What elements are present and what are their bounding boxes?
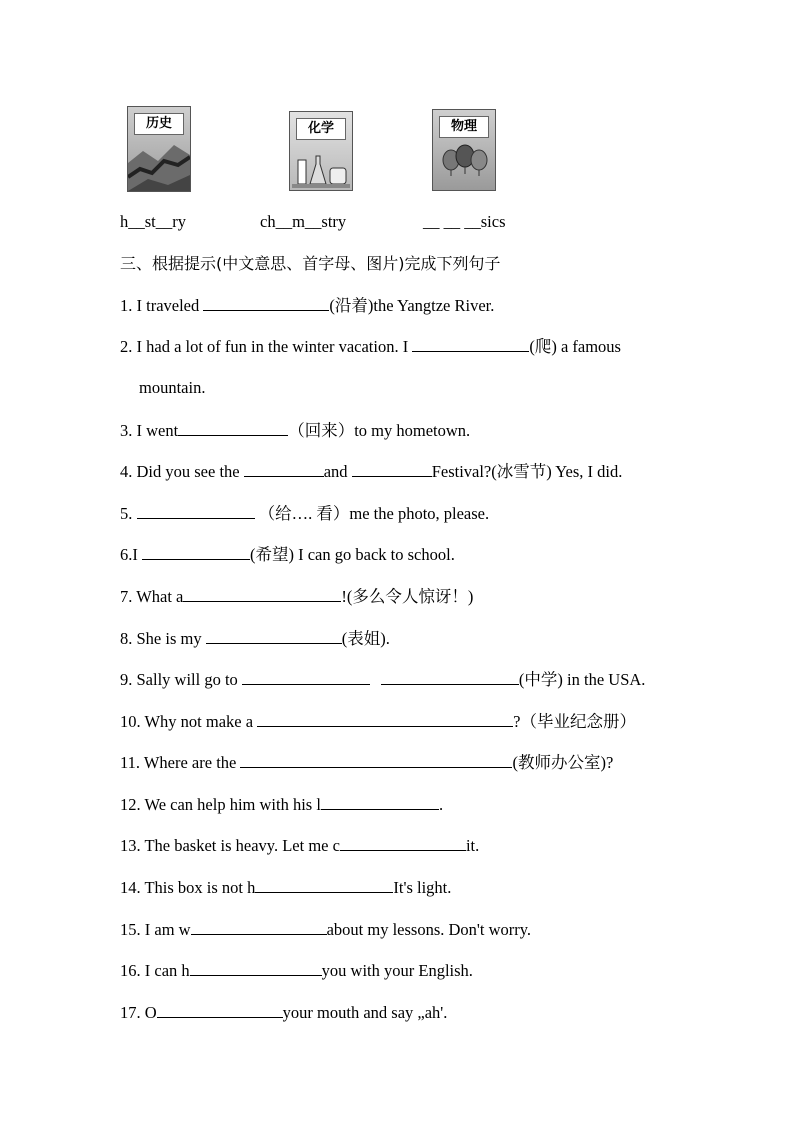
sentence-16: 16. I can h you with your English. xyxy=(120,961,473,980)
history-book-title: 历史 xyxy=(134,113,184,135)
answer-blank[interactable] xyxy=(244,462,324,477)
answer-blank[interactable] xyxy=(242,670,370,685)
answer-blank[interactable] xyxy=(157,1003,283,1018)
answer-blank[interactable] xyxy=(340,836,466,851)
sentence-4: 4. Did you see the and Festival?(冰雪节) Yes, I did. xyxy=(120,462,623,481)
sentence-8: 8. She is my (表姐). xyxy=(120,629,390,648)
sentence-17: 17. O your mouth and say „ah'. xyxy=(120,1003,448,1022)
sentence-15: 15. I am w about my lessons. Don't worry. xyxy=(120,920,532,939)
sentence-11: 11. Where are the (教师办公室)? xyxy=(120,753,614,772)
physics-book-image xyxy=(432,109,496,191)
sentence-2: 2. I had a lot of fun in the winter vacation. I (爬) a famous xyxy=(120,337,621,356)
chemistry-book-image xyxy=(289,111,353,191)
sentence-13: 13. The basket is heavy. Let me c it. xyxy=(120,836,480,855)
answer-blank[interactable] xyxy=(190,961,322,976)
physics-caption: __ __ __sics xyxy=(423,212,506,231)
section-heading: 三、根据提示(中文意思、首字母、图片)完成下列句子 xyxy=(120,254,501,273)
history-book-image xyxy=(127,106,191,192)
sentence-6: 6.I (希望) I can go back to school. xyxy=(120,545,455,564)
history-caption: h__st__ry xyxy=(120,212,186,231)
hot-air-balloons-icon xyxy=(433,134,495,190)
sentence-2-continued: mountain. xyxy=(139,378,206,397)
lab-flasks-icon xyxy=(290,138,352,190)
sentence-1: 1. I traveled (沿着)the Yangtze River. xyxy=(120,296,495,315)
answer-blank[interactable] xyxy=(381,670,519,685)
answer-blank[interactable] xyxy=(206,629,342,644)
answer-blank[interactable] xyxy=(255,878,393,893)
answer-blank[interactable] xyxy=(191,920,327,935)
great-wall-icon xyxy=(128,133,190,191)
sentence-9: 9. Sally will go to (中学) in the USA. xyxy=(120,670,646,689)
chemistry-book-title: 化学 xyxy=(296,118,346,140)
answer-blank[interactable] xyxy=(257,712,513,727)
answer-blank[interactable] xyxy=(412,337,529,352)
sentence-14: 14. This box is not h It's light. xyxy=(120,878,452,897)
sentence-5: 5. （给…. 看）me the photo, please. xyxy=(120,504,490,523)
sentence-7: 7. What a !(多么令人惊讶！) xyxy=(120,587,474,606)
chemistry-caption: ch__m__stry xyxy=(260,212,347,231)
answer-blank[interactable] xyxy=(142,545,250,560)
physics-book-title: 物理 xyxy=(439,116,489,138)
sentence-3: 3. I went （回来）to my hometown. xyxy=(120,421,471,440)
sentence-10: 10. Why not make a ?（毕业纪念册） xyxy=(120,712,636,731)
answer-blank[interactable] xyxy=(321,795,439,810)
sentence-12: 12. We can help him with his l . xyxy=(120,795,444,814)
answer-blank[interactable] xyxy=(352,462,432,477)
answer-blank[interactable] xyxy=(203,296,329,311)
answer-blank[interactable] xyxy=(137,504,255,519)
answer-blank[interactable] xyxy=(240,753,512,768)
answer-blank[interactable] xyxy=(183,587,341,602)
answer-blank[interactable] xyxy=(178,421,288,436)
